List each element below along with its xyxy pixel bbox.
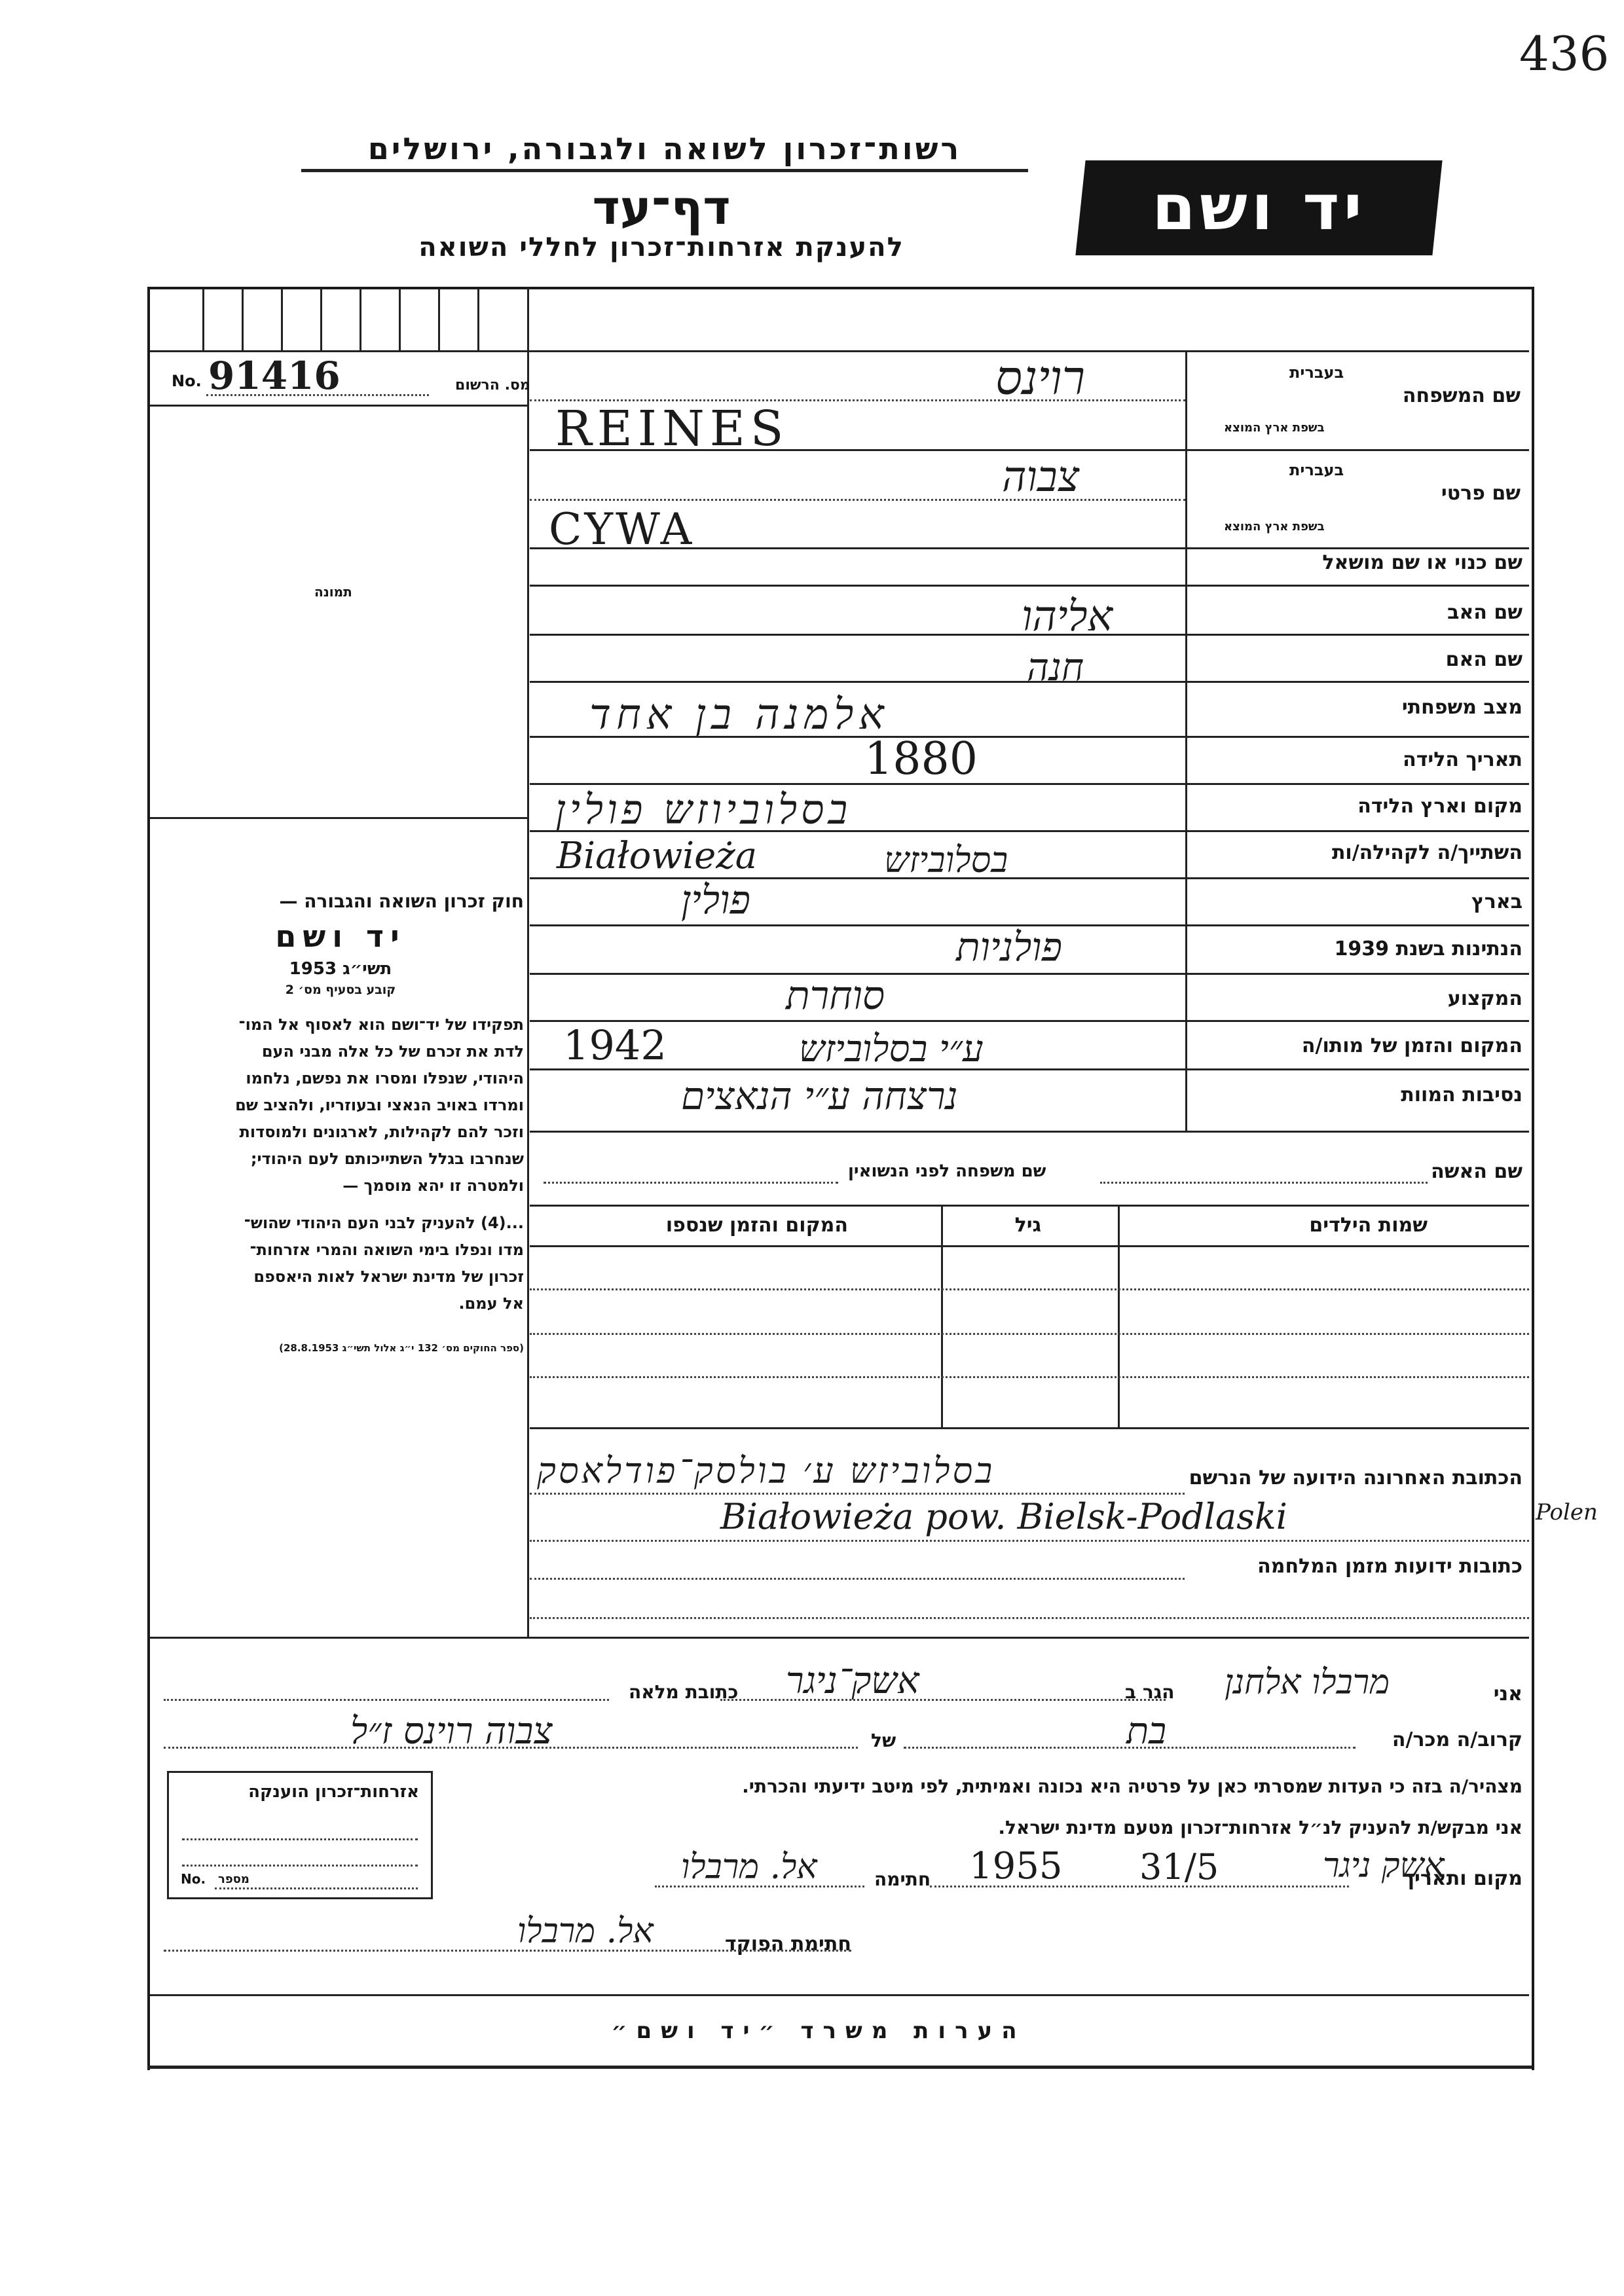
nickname-label: שם כנוי או שם מושאל [1322,551,1522,574]
citizenship-label: הנתינות בשנת 1939 [1334,938,1522,960]
law-line: תפקידו של יד־ושם הוא לאסוף אל המו־ [238,1015,524,1034]
resides-value[interactable]: אשק־ניגר [786,1660,919,1702]
law-line: ...(4) להעניק לבני העם היהודי שהוש־ [244,1214,524,1232]
children-table [530,1205,1529,1427]
date-value[interactable]: 31/5 [1139,1846,1219,1887]
birth-place-label: מקום וארץ הלידה [1357,795,1522,818]
law-block [157,890,524,1354]
country-label: בארץ [1471,890,1522,913]
last-address-margin: Polen [1536,1499,1598,1525]
yad-vashem-logo [1075,160,1442,255]
birth-date-label: תאריך הלידה [1403,748,1522,771]
law-paragraph-1 [157,1011,524,1199]
circumstances-label: נסיבות המוות [1401,1084,1522,1106]
law-name: יד ושם [275,919,406,954]
law-line: שנחרבו בגלל השתייכותם לעם היהודי; [250,1150,524,1168]
photo-label: תמונה [314,584,352,600]
registry-number-label: מס. הרשום [455,377,530,393]
family-name-hebrew-value[interactable]: רוינס [995,350,1086,405]
death-place-value[interactable]: ע״י בסלוביזש [799,1028,984,1070]
law-line: לדת את זכרם של כל אלה מבני העם [261,1042,524,1061]
law-line: ולמטרה זו יהא מוסמך — [342,1176,524,1195]
citizenship-box-number-label: מספר [218,1872,249,1886]
relation-value[interactable]: בת [1126,1710,1167,1753]
community-value-hebrew[interactable]: בסלוביזש [884,839,1008,881]
office-notes-label: הערות משרד ״יד ושם״ [611,2018,1026,2044]
place-value[interactable]: אשק ניגר [1323,1846,1445,1886]
registry-cells [150,289,527,350]
marital-value[interactable]: אלמנה בן אחד [589,691,889,739]
first-name-local-value[interactable]: CYWA [549,504,695,555]
law-paragraph-2 [157,1210,524,1317]
citizenship-box-no: No. [181,1871,206,1887]
birth-place-value[interactable]: בסלוביוזש פולין [555,786,852,833]
form-title: דף־עד [592,180,731,235]
mother-value[interactable]: חנה [1027,645,1084,689]
first-name-local-sub: בשפת ארץ המוצא [1224,520,1325,534]
of-value[interactable]: צבוה רוינס ז״ל [350,1710,553,1753]
table-row[interactable] [530,1288,1529,1333]
form-subtitle: להענקת אזרחות־זכרון לחללי השואה [418,232,904,263]
family-name-label: שם המשפחה [1402,384,1521,407]
resides-label: הגר ב [1125,1681,1175,1703]
registry-number-prefix: No. [172,372,202,390]
signature-value[interactable]: אל. מרבלו [681,1848,817,1887]
first-name-label: שם פרטי [1441,482,1521,505]
field-first-name [1188,449,1528,547]
last-address-hebrew[interactable]: בסלוביזש ע׳ בולסק־פודלאסק [537,1450,995,1491]
relation-label: קרוב/ה מכר/ה [1392,1728,1522,1751]
citizenship-granted-box [167,1771,433,1899]
profession-value[interactable]: סוחרת [786,973,885,1019]
declaration-statement-1: מצהיר/ה בזה כי העדות שמסרתי כאן על פרטיה היא נכונה ואמיתית, לפי מיטב ידיעתי והכרתי. [742,1776,1522,1797]
last-address-label: הכתובת האחרונה הידועה של הנרשם [1189,1467,1522,1489]
community-label: השתייך/ה לקהילה/ות [1331,841,1522,864]
father-label: שם האב [1447,601,1522,624]
profession-label: המקצוע [1447,987,1522,1010]
registry-number-value: 91416 [208,354,341,398]
page-number: 436 [1519,26,1610,81]
law-line: אל עמם. [458,1294,524,1313]
spouse-maiden-label: שם משפחה לפני הנשואין [848,1161,1046,1181]
citizenship-value[interactable]: פולניות [956,924,1063,970]
country-value[interactable]: פולין [681,877,750,923]
signature-label: חתימה [874,1868,931,1890]
death-label: המקום והזמן של מותו/ה [1301,1034,1522,1057]
officer-label: חתימת הפוקד [725,1933,851,1956]
law-line: זכרון של מדינת ישראל לאות היאספם [253,1267,524,1286]
wartime-address-label: כתובות ידועות מזמן המלחמה [1257,1555,1522,1578]
first-name-hebrew-sub: בעברית [1289,461,1344,479]
place-date-label: מקום ותאריך [1403,1867,1522,1890]
last-address-local[interactable]: Białowieża pow. Bielsk-Podlaski [720,1496,1287,1537]
mother-label: שם האם [1445,648,1522,671]
marital-label: מצב משפחתי [1401,696,1522,719]
birth-date-value[interactable]: 1880 [864,733,978,785]
of-label: של [871,1730,896,1751]
law-line: מדו ונפלו בימי השואה והמרי אזרחות־ [249,1241,524,1259]
law-line: וזכר להם לקהילות, לארגונים ולמוסדות [239,1123,524,1141]
officer-value[interactable]: אל. מרבלו [517,1912,654,1951]
institution-name: רשות־זכרון לשואה ולגבורה, ירושלים [301,131,1028,172]
table-row[interactable] [530,1333,1529,1376]
logo-text: יד ושם [1152,171,1366,244]
spouse-label: שם האשה [1431,1160,1522,1183]
law-section: קובע בסעיף מס׳ 2 [285,983,396,997]
field-family-name [1188,350,1528,449]
law-year: תשי״ג 1953 [289,959,392,979]
children-header-age: גיל [1014,1214,1041,1237]
children-header-fate: המקום והזמן שנספו [665,1214,848,1237]
circumstances-value[interactable]: נרצחה ע״י הנאצים [681,1074,958,1118]
community-value-local[interactable]: Białowieża [557,835,758,877]
table-row[interactable] [530,1245,1529,1288]
family-name-hebrew-sub: בעברית [1289,363,1344,382]
death-year-value[interactable]: 1942 [563,1021,667,1069]
year-value[interactable]: 1955 [969,1845,1063,1887]
family-name-local-value[interactable]: REINES [555,401,789,457]
declarant-name[interactable]: מרבלו אלחנן [1225,1663,1390,1702]
law-title: חוק זכרון השואה והגבורה — [279,890,524,912]
father-value[interactable]: אליהו [1022,592,1113,641]
law-line: ומרדו באויב הנאצי ובעוזריו, ולהציב שם [235,1096,524,1114]
law-line: היהודי, שנפלו ומסרו את נפשם, נלחמו [246,1069,524,1087]
declarant-label: אני [1493,1683,1522,1705]
first-name-hebrew-value[interactable]: צבוה [1002,453,1080,501]
table-row[interactable] [530,1376,1529,1427]
declaration-statement-2: אני מבקש/ת להעניק לנ״ל אזרחות־זכרון מטעם מדינת ישראל. [998,1817,1522,1838]
law-citation: (ספר החוקים מס׳ 132 י״ג אלול תשי״ג 28.8.1953) [279,1342,524,1354]
citizenship-box-title: אזרחות־זכרון הוענקה [248,1782,419,1802]
full-address-label: כתובת מלאה [629,1681,739,1703]
children-header-names: שמות הילדים [1309,1214,1428,1237]
family-name-local-sub: בשפת ארץ המוצא [1224,421,1325,435]
